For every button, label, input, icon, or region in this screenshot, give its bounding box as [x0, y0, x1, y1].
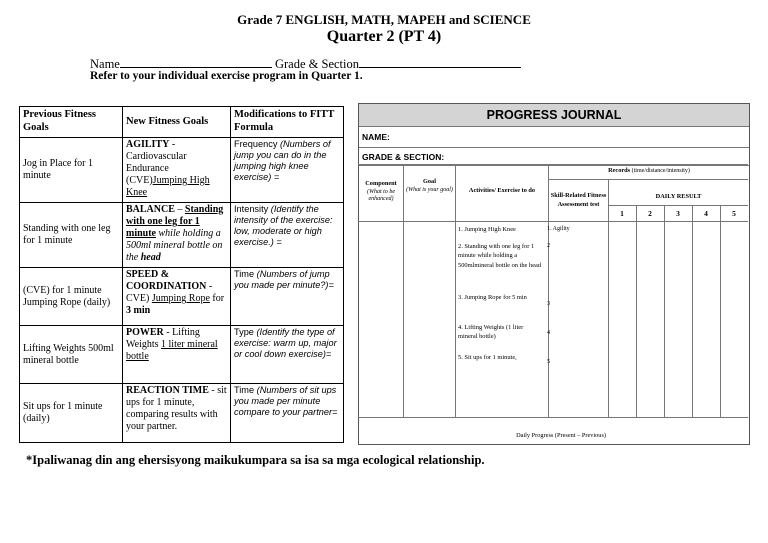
new-goal-cell: SPEED & COORDINATION - CVE) Jumping Rope for 3 min — [123, 268, 231, 326]
skill-item: 1. Agility — [547, 226, 570, 232]
goal-header: Goal (What is your goal) — [406, 178, 453, 193]
day-2-label: 2 — [648, 209, 652, 218]
header-fitt-modifications: Modifications to FITT Formula — [231, 107, 344, 138]
table-row — [20, 138, 344, 203]
fitt-cell: Time (Numbers of jump you made per minute?)= — [231, 268, 344, 326]
header-previous-goals: Previous Fitness Goals — [20, 107, 123, 138]
table-row — [20, 268, 344, 326]
new-goal-cell: REACTION TIME - sit ups for 1 minute, comparing results with your partner. — [123, 384, 231, 443]
previous-goal-cell: Sit ups for 1 minute (daily) — [20, 384, 123, 443]
skill-item: 5 — [547, 359, 550, 365]
fitt-cell: Type (Identify the type of exercise: warm up, major or cool down exercise)= — [231, 326, 344, 384]
table-row — [20, 384, 344, 443]
new-goal-cell: BALANCE – Standing with one leg for 1 minute while holding a 500ml mineral bottle on the head — [123, 203, 231, 268]
daily-progress-label: Daily Progress (Present – Previous) — [516, 432, 606, 439]
fitt-cell: Intensity (Identify the intensity of the exercise: low, moderate or high exercise.) = — [231, 203, 344, 268]
fitt-cell: Frequency (Numbers of jump you can do in the jumping high knee exercise) = — [231, 138, 344, 203]
worksheet-subtitle: Quarter 2 (PT 4) — [326, 28, 442, 45]
skill-header: Skill-Related Fitness Assessment test — [550, 192, 607, 208]
day-4-label: 4 — [704, 209, 708, 218]
skill-item: 3 — [547, 301, 550, 307]
records-header: Records (time/distance/intensity) — [608, 167, 690, 174]
grade-section-label: Grade & Section — [274, 57, 359, 71]
journal-grade-row[interactable]: GRADE & SECTION: — [359, 148, 749, 166]
fitt-cell: Time (Numbers of sit ups you made per minute compare to your partner= — [231, 384, 344, 443]
activity-item: 5. Sit ups for 1 minute, — [458, 354, 517, 361]
activities-header: Activities/ Exercise to do — [468, 187, 536, 194]
new-goal-cell: AGILITY - Cardiovascular Endurance (CVE)Jumping High Knee — [123, 138, 231, 203]
activity-item: 3. Jumping Rope for 5 min — [458, 294, 527, 301]
activity-item: 2. Standing with one leg for 1 minute while holding a 500mlmineral bottle on the head — [458, 243, 542, 269]
previous-goal-cell: Lifting Weights 500ml mineral bottle — [20, 326, 123, 384]
previous-goal-cell: Jog in Place for 1 minute — [20, 138, 123, 203]
day-1-label: 1 — [620, 209, 624, 218]
previous-goal-cell: Standing with one leg for 1 minute — [20, 203, 123, 268]
activity-item: 4. Lifting Weights (1 liter mineral bottle) — [458, 324, 524, 341]
day-5-label: 5 — [732, 209, 736, 218]
previous-goal-cell: (CVE) for 1 minute Jumping Rope (daily) — [20, 268, 123, 326]
new-goal-cell: POWER - Lifting Weights 1 liter mineral bottle — [123, 326, 231, 384]
table-header-row — [20, 107, 344, 138]
skill-item: 4 — [547, 330, 550, 336]
day-3-label: 3 — [676, 209, 680, 218]
header-new-goals: New Fitness Goals — [123, 107, 231, 138]
skill-item: 2 — [547, 243, 550, 249]
component-header: Component (What to be enhanced) — [365, 180, 397, 202]
journal-name-row[interactable]: NAME: — [359, 127, 749, 148]
name-blank[interactable] — [120, 56, 272, 68]
fitness-goals-table — [19, 106, 344, 443]
daily-result-header: DAILY RESULT — [655, 193, 702, 200]
journal-title: PROGRESS JOURNAL — [359, 104, 749, 127]
table-row — [20, 203, 344, 268]
grade-section-blank[interactable] — [359, 56, 521, 68]
table-row — [20, 326, 344, 384]
worksheet-title: Grade 7 ENGLISH, MATH, MAPEH and SCIENCE — [237, 12, 531, 27]
instruction-text: Refer to your individual exercise program in Quarter 1. — [90, 70, 363, 82]
name-label: Name — [90, 57, 120, 71]
activity-item: 1. Jumping High Knee — [458, 226, 516, 233]
footer-note: *Ipaliwanag din ang ehersisyong maikukumpara sa isa sa mga ecological relationship. — [26, 453, 485, 467]
